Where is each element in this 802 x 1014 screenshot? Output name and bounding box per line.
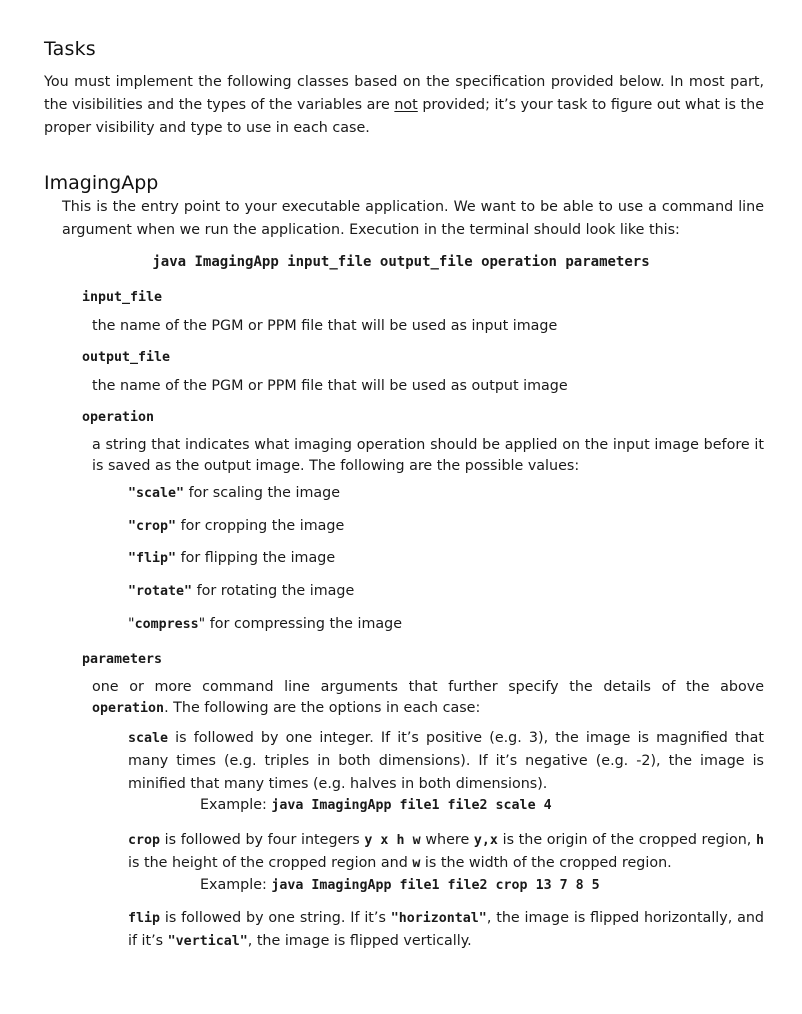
parameters-description [92, 677, 764, 719]
option-code: "scale" [128, 486, 185, 501]
tasks-heading: Tasks [44, 38, 96, 60]
parameters-term: parameters [82, 652, 163, 667]
scale-case-description [128, 727, 764, 796]
flip-text-1: is followed by one string. If it’s [160, 910, 391, 926]
option-code: compress [134, 617, 199, 632]
output-file-term: output_file [82, 350, 171, 365]
operation-term: operation [82, 410, 155, 425]
example-label: Example: [200, 877, 272, 893]
operation-option-compress [128, 616, 402, 632]
input-file-description: the name of the PGM or PPM file that will be used as input image [92, 318, 558, 334]
intro-not-emphasis: not [394, 97, 418, 113]
flip-horizontal-code: "horizontal" [390, 911, 487, 926]
intro-text-before: You must implement the following classes based on the specification provided below. In most part, the visibilities and the types of the variables are [44, 74, 764, 113]
crop-case-description [128, 829, 764, 875]
parameters-operation-code: operation [92, 701, 165, 716]
input-file-term: input_file [82, 290, 163, 305]
crop-code: crop [128, 833, 161, 848]
crop-example [200, 877, 600, 893]
command-example: java ImagingApp input_file output_file operation parameters [152, 254, 650, 270]
imagingapp-heading: ImagingApp [44, 172, 159, 194]
operation-option-crop [128, 518, 344, 534]
option-code: "crop" [128, 519, 177, 534]
intro-text-after: provided; it’s your task to figure out what is the proper visibility and type to use in each case. [44, 97, 764, 136]
operation-option-flip [128, 550, 335, 566]
crop-args-code: y x h w [364, 833, 421, 848]
output-file-description: the name of the PGM or PPM file that will be used as output image [92, 378, 568, 394]
parameters-text-after: . The following are the options in each case: [164, 700, 481, 716]
crop-text-1: is followed by four integers [160, 832, 365, 848]
operation-option-rotate [128, 583, 354, 599]
scale-text: is followed by one integer. If it’s positive (e.g. 3), the image is magnified that many times (e.g. triples in both dimensions). If it’s negative (e.g. -2), the image is minified that many times (e.g. halves in both dimensions). [128, 730, 764, 792]
flip-text-3: , the image is flipped vertically. [247, 933, 472, 949]
crop-height-code: h [755, 833, 764, 848]
scale-example [200, 797, 552, 813]
flip-text-2: , the image is flipped horizontally, and if it’s [128, 910, 764, 949]
tasks-intro-paragraph [44, 71, 764, 140]
crop-text-4: is the height of the cropped region and [128, 855, 413, 871]
option-text: for scaling the image [184, 485, 341, 501]
option-text: for rotating the image [192, 583, 355, 599]
option-text: for cropping the image [176, 518, 345, 534]
flip-code: flip [128, 911, 161, 926]
parameters-text-before: one or more command line arguments that further specify the details of the above [92, 679, 764, 695]
crop-text-3: is the origin of the cropped region, [497, 832, 756, 848]
flip-case-description [128, 907, 764, 953]
crop-text-5: is the width of the cropped region. [420, 855, 672, 871]
option-code: "rotate" [128, 584, 193, 599]
crop-width-code: w [412, 856, 421, 871]
option-pre: " [128, 616, 135, 632]
example-code: java ImagingApp file1 file2 crop 13 7 8 5 [271, 878, 600, 893]
example-label: Example: [200, 797, 272, 813]
crop-text-2: where [420, 832, 474, 848]
example-code: java ImagingApp file1 file2 scale 4 [271, 798, 552, 813]
option-code: "flip" [128, 551, 177, 566]
imagingapp-description: This is the entry point to your executable application. We want to be able to use a command line argument when we run the application. Execution in the terminal should look like this: [62, 199, 764, 238]
crop-origin-code: y,x [473, 833, 498, 848]
flip-vertical-code: "vertical" [167, 934, 248, 949]
scale-code: scale [128, 731, 169, 746]
operation-option-scale [128, 485, 340, 501]
option-text: " for compressing the image [198, 616, 403, 632]
option-text: for flipping the image [176, 550, 336, 566]
operation-description: a string that indicates what imaging operation should be applied on the input image before it is saved as the output image. The following are the possible values: [92, 437, 764, 474]
